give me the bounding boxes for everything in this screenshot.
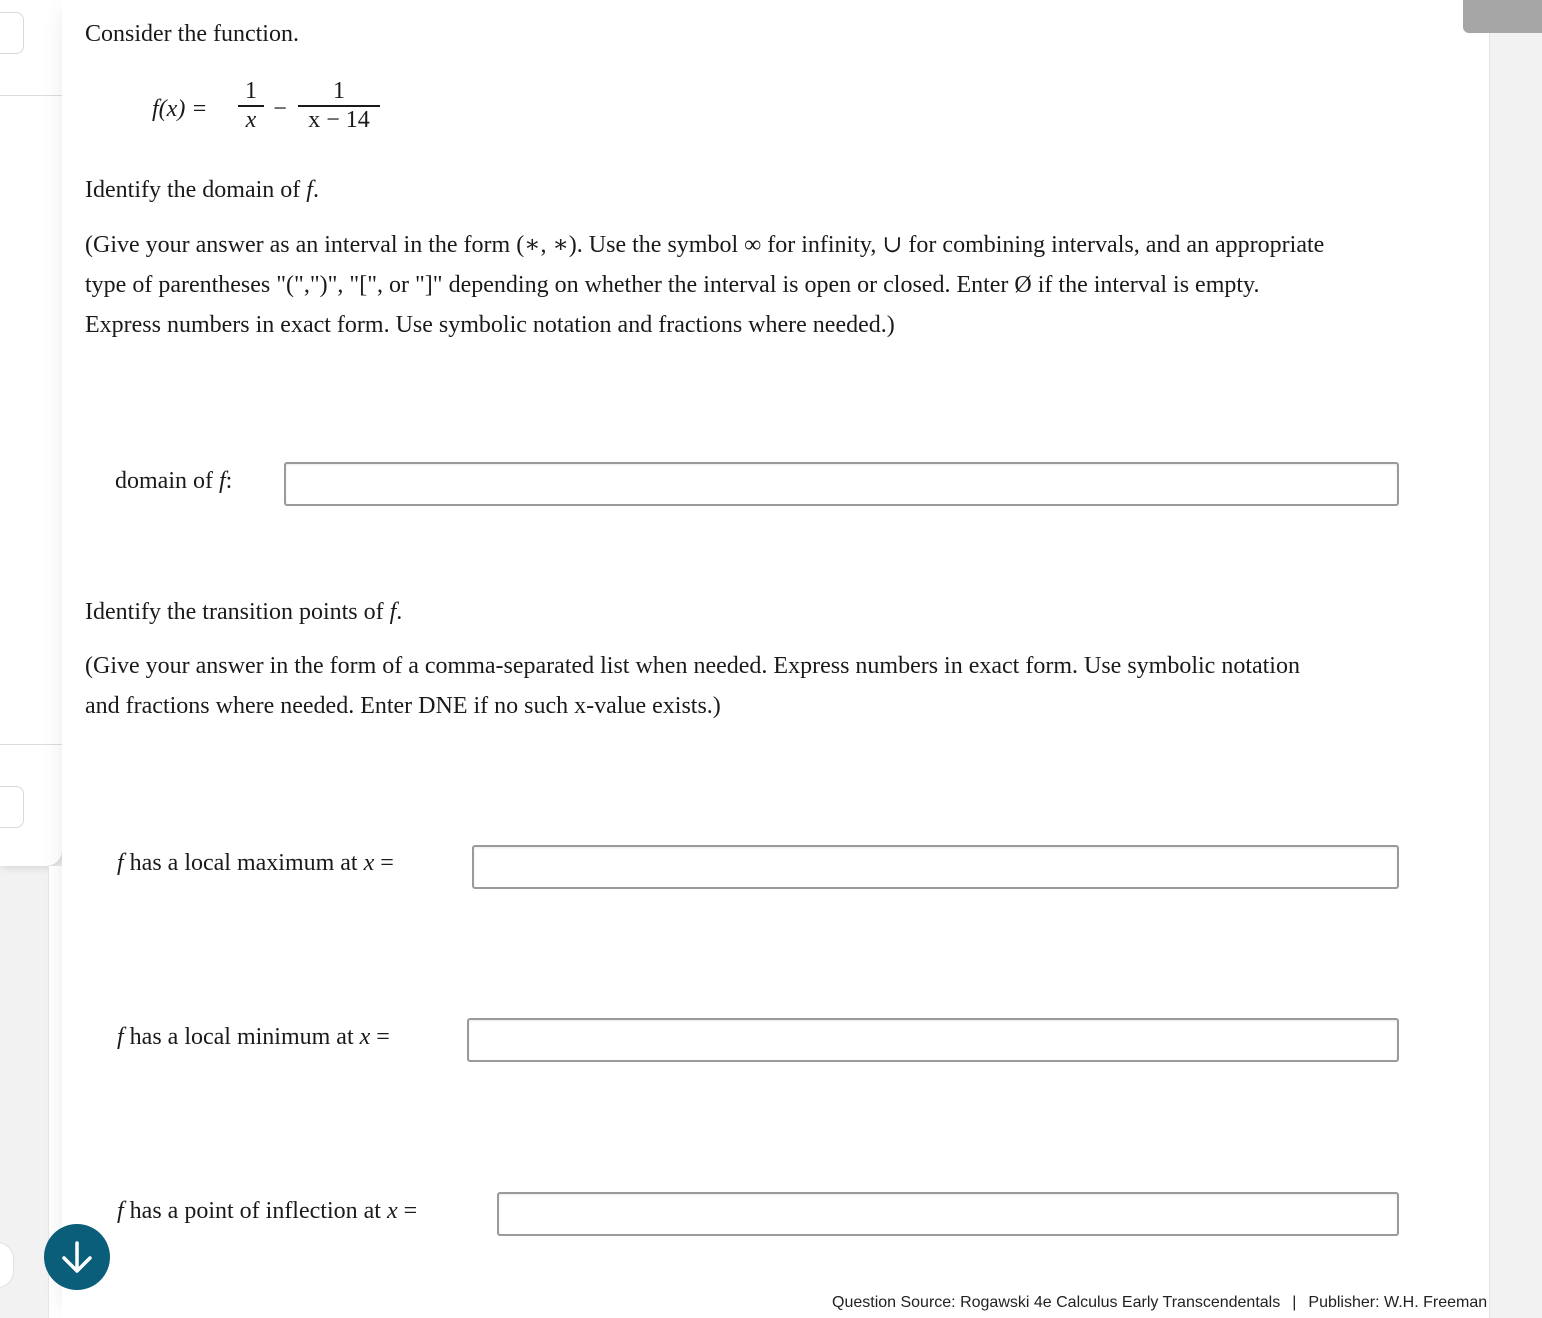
instruction-line: and fractions where needed. Enter DNE if no such x-value exists.) — [85, 693, 721, 719]
part1-instructions — [85, 225, 1480, 345]
denominator: x — [245, 106, 257, 133]
scroll-down-button[interactable] — [44, 1224, 110, 1290]
local-max-label: f has a local maximum at x = — [117, 850, 394, 876]
left-divider — [0, 95, 62, 96]
left-panel — [0, 0, 62, 866]
instruction-line: Express numbers in exact form. Use symbolic notation and fractions where needed.) — [85, 312, 895, 338]
scrollbar-thumb[interactable] — [1463, 0, 1542, 33]
minus-operator: − — [273, 96, 287, 122]
footer-separator: | — [1292, 1294, 1297, 1311]
intro-text: Consider the function. — [85, 21, 299, 47]
right-gutter — [1489, 0, 1542, 1318]
left-tab-middle[interactable] — [0, 786, 24, 828]
local-min-input[interactable] — [467, 1018, 1399, 1062]
instruction-line: (Give your answer in the form of a comma-separated list when needed. Express numbers in exact form. Use symbolic notation — [85, 653, 1300, 679]
inflection-input[interactable] — [497, 1192, 1399, 1236]
left-tab-top[interactable] — [0, 12, 24, 54]
domain-label: domain of f: — [115, 468, 233, 494]
local-min-label: f has a local minimum at x = — [117, 1024, 390, 1050]
numerator: 1 — [245, 78, 257, 104]
local-max-input[interactable] — [472, 845, 1399, 889]
question-source-footer — [832, 1294, 1487, 1312]
part2-instructions — [85, 646, 1480, 726]
part2-heading: Identify the transition points of f. — [85, 599, 403, 625]
source-text: Question Source: Rogawski 4e Calculus Early Transcendentals — [832, 1294, 1281, 1311]
domain-input[interactable] — [284, 462, 1399, 506]
denominator: x − 14 — [308, 106, 370, 133]
publisher-text: Publisher: W.H. Freeman — [1308, 1294, 1488, 1311]
fraction-1-over-x — [238, 78, 264, 134]
numerator: 1 — [333, 78, 345, 104]
left-divider — [0, 744, 62, 745]
inflection-label: f has a point of inflection at x = — [117, 1198, 418, 1224]
instruction-line: (Give your answer as an interval in the form (∗, ∗). Use the symbol ∞ for infinity, ∪ for combining intervals, and an appropriate — [85, 232, 1325, 258]
left-tab-bottom[interactable] — [0, 1242, 14, 1288]
fraction-1-over-x-minus-14 — [298, 78, 380, 134]
part1-heading: Identify the domain of f. — [85, 177, 319, 203]
arrow-down-icon — [58, 1238, 96, 1276]
function-lhs: f(x) = — [152, 96, 208, 122]
instruction-line: type of parentheses "(",")", "[", or "]" depending on whether the interval is open or closed. Enter Ø if the interval is empty. — [85, 272, 1260, 298]
